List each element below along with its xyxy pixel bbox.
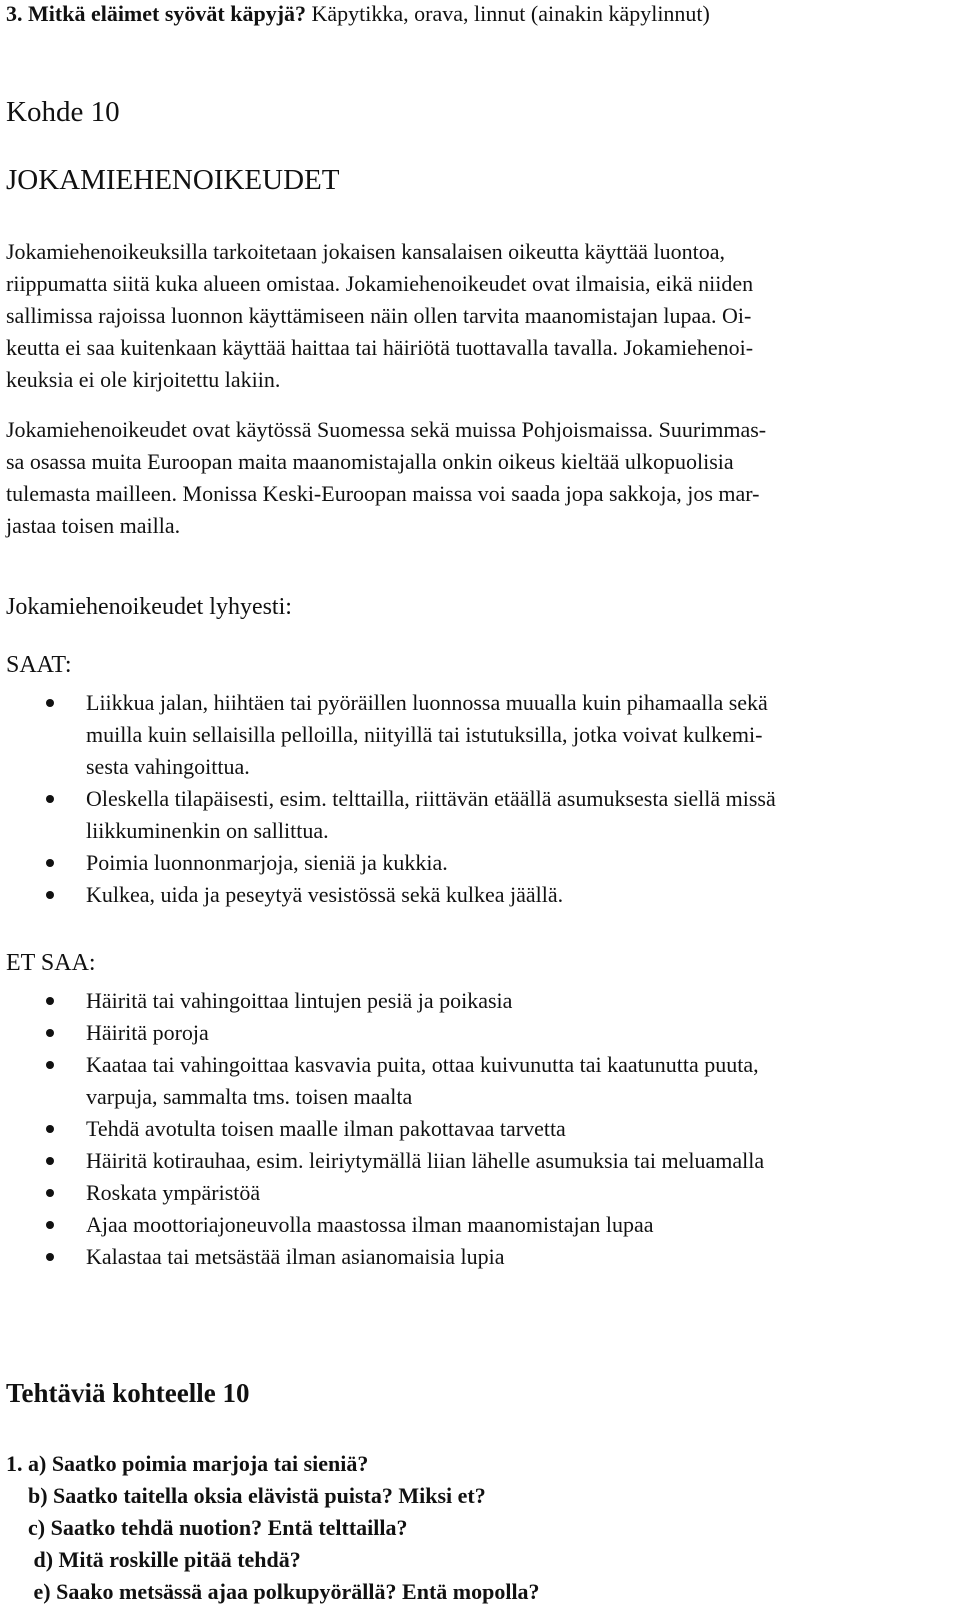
bullet-icon xyxy=(46,1157,54,1165)
paragraph-line: jastaa toisen mailla. xyxy=(6,513,181,538)
bullet-icon xyxy=(46,1221,54,1229)
paragraph-line: keuksia ei ole kirjoitettu lakiin. xyxy=(6,367,281,392)
task-item: d) Mitä roskille pitää tehdä? xyxy=(6,1547,301,1572)
heading-main: JOKAMIEHENOIKEUDET xyxy=(6,164,340,196)
paragraph-line: sallimissa rajoissa luonnon käyttämiseen näin ollen tarvita maanomistajan lupaa. Oi- xyxy=(6,303,752,328)
list-item: Häiritä tai vahingoittaa lintujen pesiä ja poikasia xyxy=(6,985,764,1017)
bullet-icon xyxy=(46,997,54,1005)
bullet-icon xyxy=(46,891,54,899)
list-item: Häiritä poroja xyxy=(6,1017,764,1049)
bullet-icon xyxy=(46,1061,54,1069)
question-3-answer: Käpytikka, orava, linnut (ainakin käpylinnut) xyxy=(306,1,710,26)
task-item: b) Saatko taitella oksia elävistä puista? Miksi et? xyxy=(6,1483,486,1508)
paragraph-line: tulemasta mailleen. Monissa Keski-Euroopan maissa voi saada jopa sakkoja, jos mar- xyxy=(6,481,760,506)
heading-kohde: Kohde 10 xyxy=(6,96,120,128)
tasks-heading: Tehtäviä kohteelle 10 xyxy=(6,1378,250,1408)
et-saa-label: ET SAA: xyxy=(6,950,96,976)
tasks-list xyxy=(6,1448,540,1608)
bullet-icon xyxy=(46,795,54,803)
paragraph-line: Jokamiehenoikeudet ovat käytössä Suomessa sekä muissa Pohjoismaissa. Suurimmas- xyxy=(6,417,767,442)
list-item: Kulkea, uida ja peseytyä vesistössä sekä kulkea jäällä. xyxy=(6,879,776,911)
list-item: Kaataa tai vahingoittaa kasvavia puita, ottaa kuivunutta tai kaatunutta puuta, varpuja, sammalta tms. toisen maalta xyxy=(6,1049,764,1113)
question-3-prefix: 3. Mitkä eläimet syövät käpyjä? xyxy=(6,1,307,26)
bullet-icon xyxy=(46,699,54,707)
question-3 xyxy=(6,0,710,30)
list-item: Liikkua jalan, hiihtäen tai pyöräillen luonnossa muualla kuin pihamaalla sekä muilla kuin sellaisilla pelloilla, niityillä tai istutuksilla, jotka voivat kulkemi- sesta vahingoittua. xyxy=(6,687,776,783)
bullet-icon xyxy=(46,1125,54,1133)
task-item: c) Saatko tehdä nuotion? Entä telttailla? xyxy=(6,1515,408,1540)
list-item: Roskata ympäristöä xyxy=(6,1177,764,1209)
paragraph-line: sa osassa muita Euroopan maita maanomistajalla onkin oikeus kieltää ulkopuolisia xyxy=(6,449,734,474)
list-item: Häiritä kotirauhaa, esim. leiriytymällä liian lähelle asumuksia tai meluamalla xyxy=(6,1145,764,1177)
list-item: Ajaa moottoriajoneuvolla maastossa ilman maanomistajan lupaa xyxy=(6,1209,764,1241)
paragraph-2 xyxy=(6,414,766,542)
summary-heading: Jokamiehenoikeudet lyhyesti: xyxy=(6,594,292,620)
bullet-icon xyxy=(46,1029,54,1037)
paragraph-line: riippumatta siitä kuka alueen omistaa. Jokamiehenoikeudet ovat ilmaisia, eikä niiden xyxy=(6,271,754,296)
task-item: 1. a) Saatko poimia marjoja tai sieniä? xyxy=(6,1451,369,1476)
bullet-icon xyxy=(46,1189,54,1197)
saat-list xyxy=(6,687,776,911)
bullet-icon xyxy=(46,1253,54,1261)
et-saa-list xyxy=(6,985,764,1273)
paragraph-line: Jokamiehenoikeuksilla tarkoitetaan jokaisen kansalaisen oikeutta käyttää luontoa, xyxy=(6,239,726,264)
bullet-icon xyxy=(46,859,54,867)
list-item: Oleskella tilapäisesti, esim. telttailla, riittävän etäällä asumuksesta siellä missä liikkuminenkin on sallittua. xyxy=(6,783,776,847)
task-item: e) Saako metsässä ajaa polkupyörällä? Entä mopolla? xyxy=(6,1579,540,1604)
list-item: Kalastaa tai metsästää ilman asianomaisia lupia xyxy=(6,1241,764,1273)
list-item: Tehdä avotulta toisen maalle ilman pakottavaa tarvetta xyxy=(6,1113,764,1145)
list-item: Poimia luonnonmarjoja, sieniä ja kukkia. xyxy=(6,847,776,879)
paragraph-line: keutta ei saa kuitenkaan käyttää haittaa tai häiriötä tuottavalla tavalla. Jokamiehenoi- xyxy=(6,335,754,360)
paragraph-1 xyxy=(6,236,753,396)
saat-label: SAAT: xyxy=(6,652,72,678)
